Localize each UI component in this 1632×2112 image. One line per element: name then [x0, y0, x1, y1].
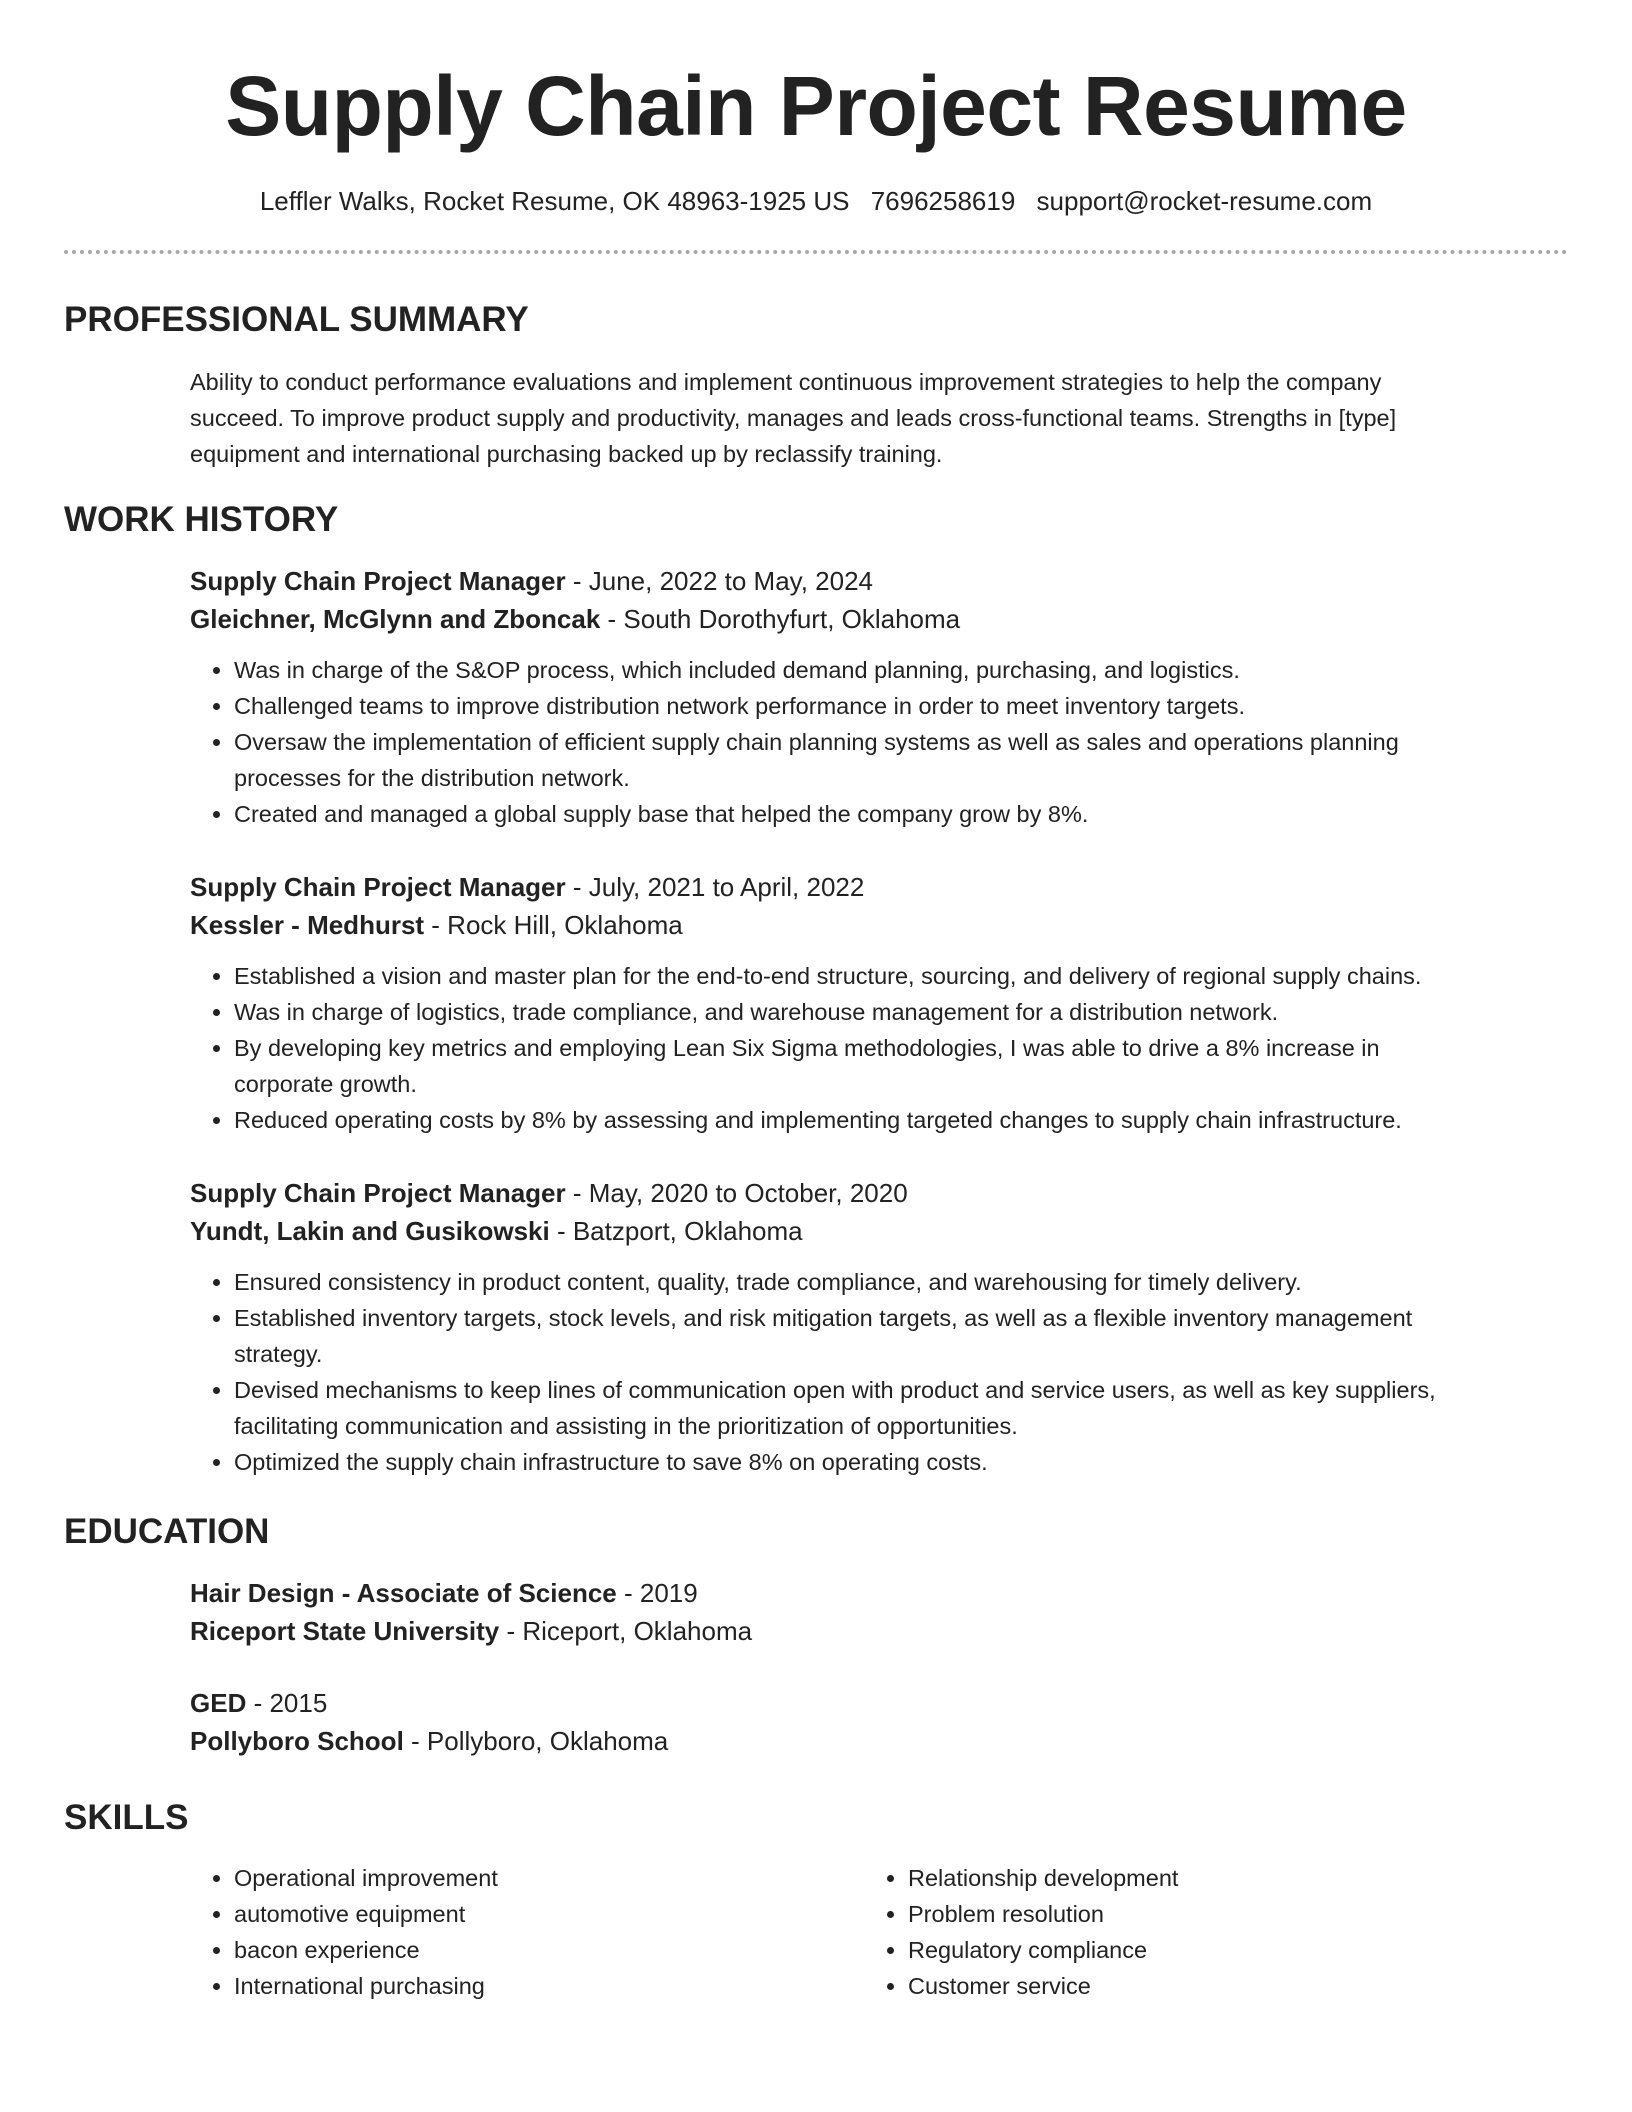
skill-item: • Regulatory compliance: [908, 1932, 1504, 1968]
job-company: Yundt, Lakin and Gusikowski: [190, 1216, 550, 1246]
job-bullet: • By developing key metrics and employing Lean Six Sigma methodologies, I was able to drive a 8% increase in corporate growth.: [234, 1030, 1480, 1102]
summary-text: Ability to conduct performance evaluations and implement continuous improvement strategies to help the company succeed. To improve product supply and productivity, manages and leads cross-functional teams. Strengths in [type] equipment and international purchasing backed up by reclassify training.: [190, 369, 1397, 467]
job-company: Kessler - Medhurst: [190, 910, 425, 940]
job-location: - Batzport, Oklahoma: [549, 1216, 803, 1246]
job-dates: - June, 2022 to May, 2024: [565, 566, 874, 596]
job-bullets: [190, 1264, 1480, 1480]
contact-address: Leffler Walks, Rocket Resume, OK 48963-1925 US: [259, 186, 850, 216]
education-degree-line: [190, 1684, 1480, 1722]
education-school-line: [190, 1722, 1480, 1760]
job-title-line: [190, 562, 1480, 600]
skill-item: • bacon experience: [234, 1932, 830, 1968]
job-bullet: • Oversaw the implementation of efficient supply chain planning systems as well as sales and operations planning processes for the distribution network.: [234, 724, 1480, 796]
job-location: - Rock Hill, Oklahoma: [424, 910, 683, 940]
skills-column-left: [190, 1860, 830, 2004]
education-entry: [190, 1574, 1480, 1650]
job-bullet: • Was in charge of the S&OP process, which included demand planning, purchasing, and logistics.: [234, 652, 1480, 688]
education-school: Pollyboro School: [190, 1726, 404, 1756]
job-title-line: [190, 868, 1480, 906]
job-bullet: • Ensured consistency in product content, quality, trade compliance, and warehousing for timely delivery.: [234, 1264, 1480, 1300]
job-company-line: [190, 1212, 1480, 1250]
education-heading: EDUCATION: [64, 1512, 270, 1551]
skill-item: • International purchasing: [234, 1968, 830, 2004]
education-school: Riceport State University: [190, 1616, 500, 1646]
job-dates: - May, 2020 to October, 2020: [565, 1178, 908, 1208]
job-entry: [190, 868, 1480, 1138]
job-entry: [190, 562, 1480, 832]
contact-line: [0, 184, 1632, 218]
job-company-line: [190, 600, 1480, 638]
job-bullet: • Reduced operating costs by 8% by assessing and implementing targeted changes to supply chain infrastructure.: [234, 1102, 1480, 1138]
education-degree: GED: [190, 1688, 247, 1718]
summary-heading: PROFESSIONAL SUMMARY: [64, 300, 529, 339]
job-role: Supply Chain Project Manager: [190, 872, 566, 902]
job-role: Supply Chain Project Manager: [190, 566, 566, 596]
job-entry: [190, 1174, 1480, 1480]
education-year: - 2015: [246, 1688, 328, 1718]
job-bullet: • Devised mechanisms to keep lines of communication open with product and service users, as well as key suppliers, facilitating communication and assisting in the prioritization of opportunities.: [234, 1372, 1480, 1444]
skills-list: [864, 1860, 1504, 2004]
job-company: Gleichner, McGlynn and Zboncak: [190, 604, 601, 634]
skill-item: • automotive equipment: [234, 1896, 830, 1932]
education-school-line: [190, 1612, 1480, 1650]
job-dates: - July, 2021 to April, 2022: [565, 872, 865, 902]
skill-item: • Operational improvement: [234, 1860, 830, 1896]
job-bullet: • Was in charge of logistics, trade compliance, and warehouse management for a distribution network.: [234, 994, 1480, 1030]
job-location: - South Dorothyfurt, Oklahoma: [600, 604, 961, 634]
job-bullets: [190, 958, 1480, 1138]
job-role: Supply Chain Project Manager: [190, 1178, 566, 1208]
job-bullets: [190, 652, 1480, 832]
job-bullet: • Established inventory targets, stock levels, and risk mitigation targets, as well as a flexible inventory management strategy.: [234, 1300, 1480, 1372]
work-history-heading: WORK HISTORY: [64, 500, 339, 539]
contact-phone: 7696258619: [870, 186, 1016, 216]
education-degree-line: [190, 1574, 1480, 1612]
education-entry: [190, 1684, 1480, 1760]
resume-title: Supply Chain Project Resume: [225, 59, 1407, 153]
skill-item: • Relationship development: [908, 1860, 1504, 1896]
skill-item: • Customer service: [908, 1968, 1504, 2004]
skills-heading: SKILLS: [64, 1798, 189, 1837]
header-divider: [64, 250, 1568, 254]
job-bullet: • Established a vision and master plan for the end-to-end structure, sourcing, and delivery of regional supply chains.: [234, 958, 1480, 994]
job-bullet: • Created and managed a global supply base that helped the company grow by 8%.: [234, 796, 1480, 832]
skill-item: • Problem resolution: [908, 1896, 1504, 1932]
resume-header: [0, 0, 1632, 218]
job-company-line: [190, 906, 1480, 944]
job-bullet: • Challenged teams to improve distribution network performance in order to meet inventory targets.: [234, 688, 1480, 724]
education-year: - 2019: [616, 1578, 698, 1608]
education-degree: Hair Design - Associate of Science: [190, 1578, 617, 1608]
education-location: - Pollyboro, Oklahoma: [403, 1726, 669, 1756]
contact-email[interactable]: support@rocket-resume.com: [1036, 186, 1373, 216]
education-location: - Riceport, Oklahoma: [499, 1616, 753, 1646]
job-bullet: • Optimized the supply chain infrastructure to save 8% on operating costs.: [234, 1444, 1480, 1480]
job-title-line: [190, 1174, 1480, 1212]
skills-column-right: [864, 1860, 1504, 2004]
skills-list: [190, 1860, 830, 2004]
